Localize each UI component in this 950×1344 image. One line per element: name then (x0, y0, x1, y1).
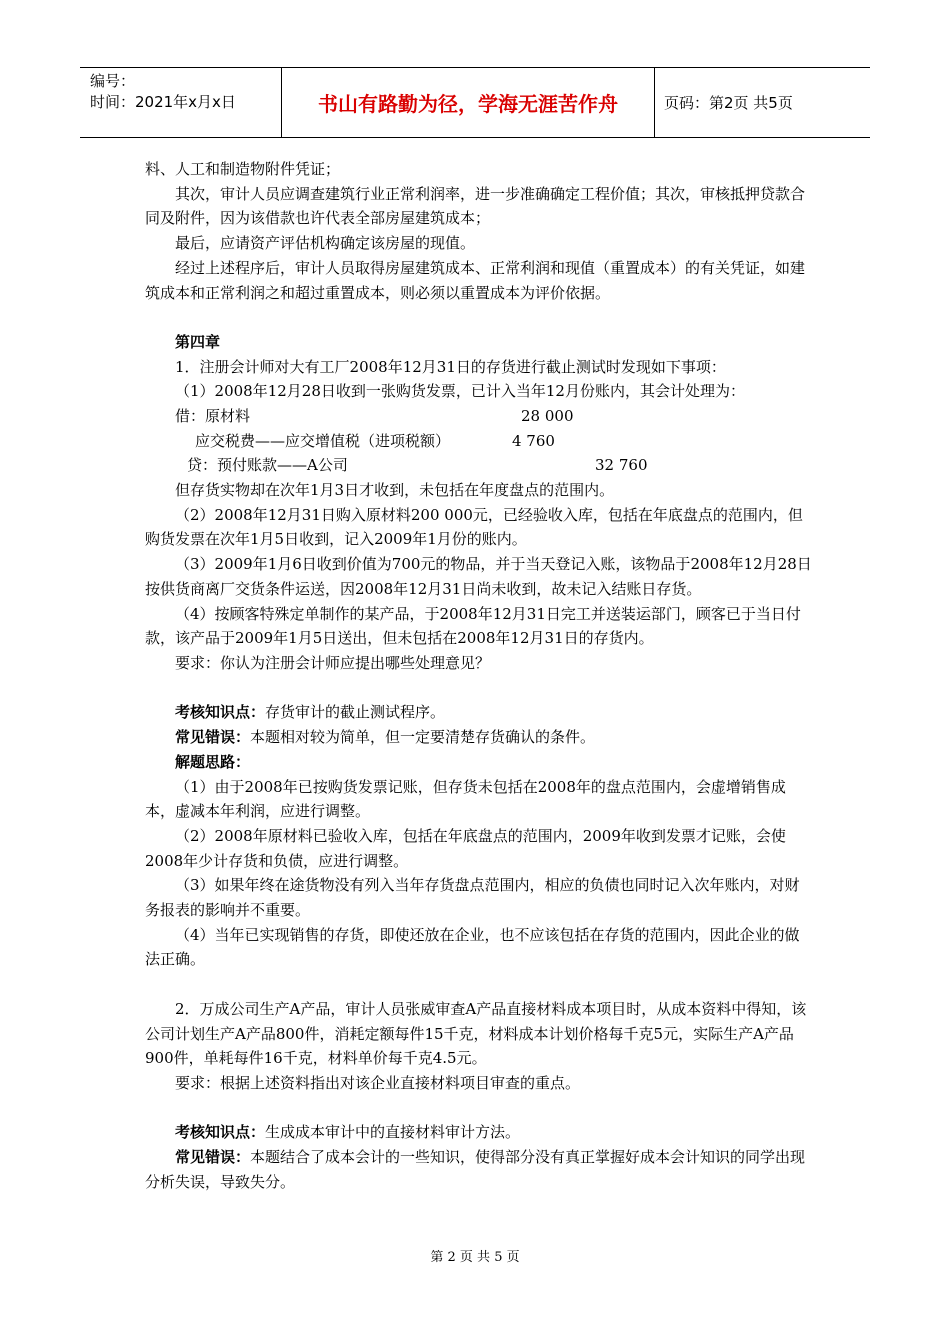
header-page-label: 页码：第2页 共5页 (664, 94, 793, 112)
common-errors: 常见错误：本题结合了成本会计的一些知识，使得部分没有真正掌握好成本会计知识的同学出现分析失误，导致失分。 (145, 1148, 806, 1191)
chapter-heading: 第四章 (175, 332, 221, 351)
knowledge-point: 考核知识点：存货审计的截止测试程序。 (175, 703, 446, 722)
journal-entry-debit (145, 429, 813, 454)
solution-item: （4）当年已实现销售的存货，即使还放在企业，也不应该包括在存货的范围内，因此企业的做法正确。 (145, 925, 800, 969)
entry-amount: 28 000 (521, 407, 574, 426)
entry-label: 贷：预付账款——A公司 (187, 456, 348, 475)
question-item: （2）2008年12月31日购入原材料200 000元，已经验收入库，包括在年底盘点的范围内，但购货发票在次年1月5日收到，记入2009年1月份的账内。 (145, 505, 803, 549)
entry-label: 借：原材料 (175, 407, 251, 426)
question-intro: 2．万成公司生产A产品，审计人员张威审查A产品直接材料成本项目时，从成本资料中得知，该公司计划生产A产品800件，消耗定额每件15千克，材料成本计划价格每千克5元，实际生产A产品900件，单耗每件16千克，材料单价每千克4.5元。 (145, 999, 807, 1068)
question-item: （3）2009年1月6日收到价值为700元的物品，并于当天登记入账，该物品于2008年12月28日按供货商离厂交货条件运送，因2008年12月31日尚未收到，故未记入结账日存货。 (145, 555, 812, 598)
knowledge-point: 考核知识点：生成成本审计中的直接材料审计方法。 (175, 1123, 521, 1142)
paragraph: 料、人工和制造物附件凭证； (145, 160, 341, 178)
journal-entry-credit (145, 453, 813, 478)
header-motto: 书山有路勤为径，学海无涯苦作舟 (282, 68, 655, 137)
solution-heading: 解题思路： (175, 752, 251, 771)
journal-entry-debit (145, 404, 813, 429)
footer-page-number: 第 2 页 共 5 页 (430, 1250, 520, 1265)
question-requirement: 要求：你认为注册会计师应提出哪些处理意见？ (175, 654, 491, 672)
page-header (80, 67, 870, 138)
paragraph: 经过上述程序后，审计人员取得房屋建筑成本、正常利润和现值（重置成本）的有关凭证，如建筑成本和正常利润之和超过重置成本，则必须以重置成本为评价依据。 (145, 258, 806, 302)
solution-item: （3）如果年终在途货物没有列入当年存货盘点范围内，相应的负债也同时记入次年账内，对财务报表的影响并不重要。 (145, 876, 800, 920)
page-footer (0, 1246, 950, 1265)
entry-amount: 32 760 (595, 456, 648, 475)
entry-amount: 4 760 (512, 431, 555, 450)
header-info-cell (80, 68, 282, 137)
paragraph: 最后，应请资产评估机构确定该房屋的现值。 (175, 234, 476, 253)
question-item: （4）按顾客特殊定单制作的某产品，于2008年12月31日完工并送装运部门，顾客已于当日付款，该产品于2009年1月5日送出，但未包括在2008年12月31日的存货内。 (145, 604, 801, 648)
question-intro: 1．注册会计师对大有工厂2008年12月31日的存货进行截止测试时发现如下事项： (175, 357, 726, 376)
paragraph: 其次，审计人员应调查建筑行业正常利润率，进一步准确确定工程价值；其次，审核抵押贷款合同及附件，因为该借款也许代表全部房屋建筑成本； (145, 184, 806, 228)
solution-item: （1）由于2008年已按购货发票记账，但存货未包括在2008年的盘点范围内，会虚增销售成本，虚减本年利润，应进行调整。 (145, 777, 786, 821)
doc-number-label: 编号： (90, 72, 136, 90)
doc-time-label: 时间：2021年x月x日 (90, 93, 236, 111)
entry-label: 应交税费——应交增值税（进项税额） (195, 431, 451, 450)
solution-item: （2）2008年原材料已验收入库，包括在年底盘点的范围内，2009年收到发票才记账，会使2008年少计存货和负债，应进行调整。 (145, 826, 786, 870)
document-body (145, 157, 813, 1194)
question-item: （1）2008年12月28日收到一张购货发票，已计入当年12月份账内，其会计处理为： (175, 382, 745, 401)
paragraph: 但存货实物却在次年1月3日才收到，未包括在年度盘点的范围内。 (175, 481, 615, 500)
question-requirement: 要求：根据上述资料指出对该企业直接材料项目审查的重点。 (175, 1073, 581, 1092)
common-errors: 常见错误：本题相对较为简单，但一定要清楚存货确认的条件。 (175, 728, 596, 747)
